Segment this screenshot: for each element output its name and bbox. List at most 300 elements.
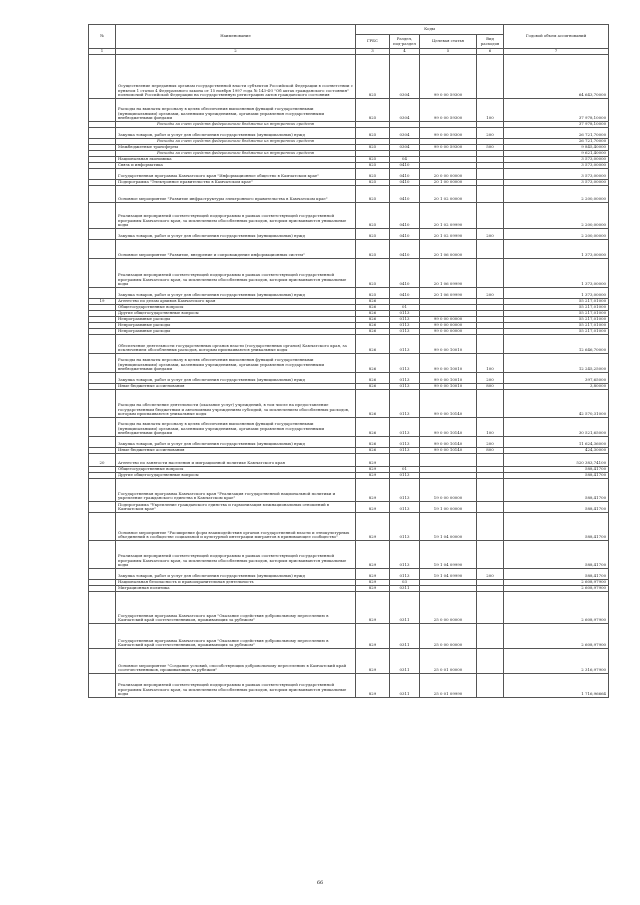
row-target-code: 19 1 04 09990 xyxy=(420,541,477,569)
row-name: Миграционная политика xyxy=(116,586,356,592)
row-grbs-code: 825 xyxy=(356,288,390,299)
row-name: Реализация мероприятий соответствующей подпрограммы в рамках соответствующей государственной программы Камчатского края, за исключением обособленных расходов, которым присваиваются уникальные коды xyxy=(116,259,356,288)
row-section-code: 0304 xyxy=(390,128,420,139)
row-target-code: 99 0 00 59300 xyxy=(420,99,477,122)
row-amount: 3 573,00000 xyxy=(504,169,609,180)
row-grbs-code: 826 xyxy=(356,299,390,305)
row-name: Межбюджетные трансферты xyxy=(116,145,356,151)
col-name-header: Наименование xyxy=(116,25,356,49)
row-amount: 12 245,25000 xyxy=(504,354,609,373)
row-expense-type xyxy=(477,502,504,513)
row-section-code: 0113 xyxy=(390,479,420,502)
row-amount: 588,41700 xyxy=(504,473,609,479)
row-section-code: 0410 xyxy=(390,288,420,299)
row-section-code: 0113 xyxy=(390,418,420,437)
row-name: Реализация мероприятий соответствующей подпрограммы в рамках соответствующей государственной программы Камчатского края, за исключением обособленных расходов, которым присваиваются уникальные коды xyxy=(116,674,356,698)
table-row xyxy=(89,240,609,259)
row-amount: 588,41700 xyxy=(504,479,609,502)
table-row xyxy=(89,288,609,299)
row-section-code: 0113 xyxy=(390,323,420,329)
row-amount: 1 716,96664 xyxy=(504,674,609,698)
row-amount: 588,41700 xyxy=(504,541,609,569)
row-amount: 9 845,40000 xyxy=(504,145,609,151)
row-expense-type: 500 xyxy=(477,145,504,151)
row-expense-type xyxy=(477,592,504,624)
table-row xyxy=(89,203,609,229)
col-amount-header: Годовой объем ассигнований xyxy=(504,25,609,49)
row-grbs-code: 825 xyxy=(356,128,390,139)
row-grbs-code: 826 xyxy=(356,384,390,390)
row-name: Закупка товаров, работ и услуг для обеспечения государственных (муниципальных) нужд xyxy=(116,288,356,299)
row-amount: 588,41700 xyxy=(504,467,609,473)
row-expense-type: 200 xyxy=(477,288,504,299)
row-target-code: 99 0 00 00000 xyxy=(420,329,477,335)
col-index: 4 xyxy=(390,49,420,55)
row-expense-type: 100 xyxy=(477,99,504,122)
row-amount: 424,30000 xyxy=(504,448,609,454)
table-row xyxy=(89,354,609,373)
row-number xyxy=(89,569,116,580)
row-section-code: 0410 xyxy=(390,259,420,288)
row-number xyxy=(89,169,116,180)
row-name: Государственная программа Камчатского края "Оказание содействия добровольному переселению в Камчатский край соотечественников, проживающих за рубежом" xyxy=(116,592,356,624)
row-expense-type: 800 xyxy=(477,448,504,454)
row-number xyxy=(89,674,116,698)
row-section-code: 0113 xyxy=(390,354,420,373)
row-expense-type xyxy=(477,624,504,649)
row-section-code: 0113 xyxy=(390,311,420,317)
row-section-code: 0113 xyxy=(390,541,420,569)
row-grbs-code: 825 xyxy=(356,163,390,169)
row-target-code: 20 0 00 00000 xyxy=(420,169,477,180)
row-name: Расходы на выплаты персоналу в целях обеспечения выполнения функций государственными (муниципальными) органами, казенными учреждениями, органами управления государственными внебюджетными фондами xyxy=(116,99,356,122)
row-section-code: 0311 xyxy=(390,586,420,592)
row-section-code: 0311 xyxy=(390,624,420,649)
row-name: Расходы на выплаты персоналу в целях обеспечения выполнения функций государственными (муниципальными) органами, казенными учреждениями, органами управления государственными внебюджетными фондами xyxy=(116,418,356,437)
row-name: Национальная экономика xyxy=(116,157,356,163)
table-row xyxy=(89,335,609,354)
row-amount: 3 573,00000 xyxy=(504,180,609,186)
table-body xyxy=(89,55,609,698)
row-name: Государственная программа Камчатского края "Информационное общество в Камчатском крае" xyxy=(116,169,356,180)
row-grbs-code: 826 xyxy=(356,448,390,454)
row-name: Реализация мероприятий соответствующей подпрограммы в рамках соответствующей государственной программы Камчатского края, за исключением обособленных расходов, которым присваиваются уникальные коды xyxy=(116,203,356,229)
row-target-code: 19 1 04 00000 xyxy=(420,513,477,541)
row-expense-type xyxy=(477,541,504,569)
budget-document xyxy=(88,24,608,698)
table-row xyxy=(89,502,609,513)
col-index: 2 xyxy=(116,49,356,55)
row-number xyxy=(89,437,116,448)
row-name: Расходы за счет средств федерального бюджета из внутренних средств xyxy=(116,151,356,157)
row-target-code: 20 1 00 00000 xyxy=(420,180,477,186)
col-vr-header: Вид расходов xyxy=(477,35,504,49)
table-row xyxy=(89,592,609,624)
row-expense-type xyxy=(477,479,504,502)
row-number xyxy=(89,240,116,259)
col-codes-header: Коды xyxy=(356,25,504,35)
row-target-code: 20 1 02 09990 xyxy=(420,203,477,229)
row-grbs-code: 825 xyxy=(356,259,390,288)
col-target-header: Целевая статья xyxy=(420,35,477,49)
row-grbs-code: 829 xyxy=(356,541,390,569)
row-number xyxy=(89,288,116,299)
row-target-code xyxy=(420,454,477,467)
row-number: 19 xyxy=(89,299,116,305)
row-expense-type: 200 xyxy=(477,229,504,240)
row-section-code: 01 xyxy=(390,467,420,473)
row-amount: 11 624,36000 xyxy=(504,437,609,448)
table-row xyxy=(89,390,609,418)
row-amount: 1 373,00000 xyxy=(504,288,609,299)
row-grbs-code: 825 xyxy=(356,55,390,99)
row-expense-type xyxy=(477,513,504,541)
row-grbs-code: 825 xyxy=(356,180,390,186)
row-target-code: 99 0 00 00000 xyxy=(420,323,477,329)
row-number xyxy=(89,373,116,384)
row-section-code: 0311 xyxy=(390,674,420,698)
row-amount: 55 217,01000 xyxy=(504,305,609,311)
row-name: Государственная программа Камчатского края "Оказание содействия добровольному переселению в Камчатский край соотечественников, проживающих за рубежом" xyxy=(116,624,356,649)
col-grbs-header: ГРБС xyxy=(356,35,390,49)
row-name: Закупка товаров, работ и услуг для обеспечения государственных (муниципальных) нужд xyxy=(116,437,356,448)
row-target-code: 99 0 00 00000 xyxy=(420,317,477,323)
row-name: Расходы на выплаты персоналу в целях обеспечения выполнения функций государственными (муниципальными) органами, казенными учреждениями, органами управления государственными внебюджетными фондами xyxy=(116,354,356,373)
row-expense-type: 800 xyxy=(477,384,504,390)
row-name: Расходы на обеспечение деятельности (оказание услуг) учреждений, в том числе на предоставление государственным бюджетным и автономным учреждениям субсидий, за исключением обособленных расходов, которым присваиваются уникальные коды xyxy=(116,390,356,418)
table-row xyxy=(89,373,609,384)
row-expense-type: 200 xyxy=(477,373,504,384)
row-expense-type xyxy=(477,259,504,288)
row-number xyxy=(89,624,116,649)
row-name: Основное мероприятие "Расширение форм взаимодействия органов государственной власти и этнокультурных объединений в сообществе социальной и культурной интеграции мигрантов в принимающее сообщество" xyxy=(116,513,356,541)
row-grbs-code: 829 xyxy=(356,513,390,541)
row-target-code: 20 1 06 09990 xyxy=(420,288,477,299)
row-grbs-code: 829 xyxy=(356,569,390,580)
row-amount: 2 608,97900 xyxy=(504,586,609,592)
row-amount: 55 217,01000 xyxy=(504,329,609,335)
col-index: 3 xyxy=(356,49,390,55)
table-row xyxy=(89,674,609,698)
row-amount: 26 721,70000 xyxy=(504,139,609,145)
row-grbs-code: 826 xyxy=(356,437,390,448)
table-row xyxy=(89,99,609,122)
row-target-code: 25 0 00 00000 xyxy=(420,624,477,649)
row-target-code: 19 1 00 00000 xyxy=(420,502,477,513)
row-grbs-code: 826 xyxy=(356,317,390,323)
row-expense-type xyxy=(477,335,504,354)
row-amount: 64 643,70000 xyxy=(504,55,609,99)
row-amount: 397,65000 xyxy=(504,373,609,384)
row-amount: 2 200,00000 xyxy=(504,229,609,240)
row-section-code: 0113 xyxy=(390,513,420,541)
row-target-code: 99 0 00 10010 xyxy=(420,354,477,373)
row-amount: 30 521,65000 xyxy=(504,418,609,437)
row-grbs-code: 826 xyxy=(356,335,390,354)
row-amount: 12 646,70000 xyxy=(504,335,609,354)
row-grbs-code: 829 xyxy=(356,502,390,513)
row-name: Обеспечение деятельности государственных органов власти (государственных органов) Камчатского края, за исключением обособленных расходов, которым присваиваются уникальные коды xyxy=(116,335,356,354)
row-target-code: 20 1 06 09990 xyxy=(420,259,477,288)
row-number xyxy=(89,128,116,139)
row-grbs-code: 829 xyxy=(356,624,390,649)
row-amount: 26 721,70000 xyxy=(504,128,609,139)
row-expense-type xyxy=(477,454,504,467)
row-amount: 3 573,00000 xyxy=(504,163,609,169)
row-name: Подпрограмма "Электронное правительство в Камчатском крае" xyxy=(116,180,356,186)
row-name: Непрограммные расходы xyxy=(116,317,356,323)
row-number xyxy=(89,592,116,624)
row-target-code: 99 0 00 59300 xyxy=(420,145,477,151)
row-section-code: 0410 xyxy=(390,163,420,169)
row-grbs-code: 829 xyxy=(356,649,390,674)
row-amount: 3 573,00000 xyxy=(504,157,609,163)
table-row xyxy=(89,259,609,288)
row-section-code: 0113 xyxy=(390,502,420,513)
row-name: Основное мероприятие "Развитие, внедрение и сопровождение информационных систем" xyxy=(116,240,356,259)
row-grbs-code: 825 xyxy=(356,169,390,180)
col-index: 1 xyxy=(89,49,116,55)
row-number xyxy=(89,259,116,288)
row-target-code: 25 0 01 00000 xyxy=(420,649,477,674)
row-section-code: 0113 xyxy=(390,390,420,418)
table-row xyxy=(89,454,609,467)
row-amount: 588,41700 xyxy=(504,569,609,580)
row-expense-type: 200 xyxy=(477,437,504,448)
row-number xyxy=(89,418,116,437)
row-target-code: 19 0 00 00000 xyxy=(420,479,477,502)
row-target-code: 99 0 00 10010 xyxy=(420,384,477,390)
row-name: Национальная безопасность и правоохранительная деятельность xyxy=(116,580,356,586)
row-section-code: 04 xyxy=(390,157,420,163)
table-row xyxy=(89,624,609,649)
row-name: Другие общегосударственные вопросы xyxy=(116,311,356,317)
row-grbs-code: 829 xyxy=(356,454,390,467)
row-name: Иные бюджетные ассигнования xyxy=(116,384,356,390)
row-name: Осуществление переданных органам государственной власти субъектов Российской Федерации в соответствии с пунктом 1 статьи 4 Федерального закона от 15 ноября 1997 года № 143-ФЗ "Об актах гражданского состояния" полномочий Российской Федерации на государственную регистрацию актов гражданского состояния xyxy=(116,55,356,99)
row-number xyxy=(89,354,116,373)
row-amount: 2 608,97900 xyxy=(504,624,609,649)
row-grbs-code: 829 xyxy=(356,479,390,502)
table-row xyxy=(89,169,609,180)
col-index: 5 xyxy=(420,49,477,55)
row-target-code: 99 0 00 10140 xyxy=(420,437,477,448)
row-name: Другие общегосударственные вопросы xyxy=(116,473,356,479)
row-section-code: 0410 xyxy=(390,240,420,259)
row-target-code: 25 0 01 09990 xyxy=(420,674,477,698)
row-name: Закупка товаров, работ и услуг для обеспечения государственных (муниципальных) нужд xyxy=(116,373,356,384)
row-number xyxy=(89,649,116,674)
row-target-code: 99 0 00 10140 xyxy=(420,418,477,437)
row-section-code: 0113 xyxy=(390,335,420,354)
row-grbs-code: 825 xyxy=(356,186,390,203)
row-name: Подпрограмма "Укрепление гражданского единства и гармонизация межнациональных отношений в Камчатском крае" xyxy=(116,502,356,513)
row-amount: 520 383,74100 xyxy=(504,454,609,467)
row-number xyxy=(89,479,116,502)
row-target-code: 99 0 00 10010 xyxy=(420,373,477,384)
row-target-code: 20 1 02 09990 xyxy=(420,229,477,240)
table-row xyxy=(89,55,609,99)
row-target-code: 99 0 00 10010 xyxy=(420,335,477,354)
row-expense-type: 100 xyxy=(477,354,504,373)
row-expense-type xyxy=(477,240,504,259)
row-grbs-code: 826 xyxy=(356,390,390,418)
row-section-code: 03 xyxy=(390,580,420,586)
row-name: Связь и информатика xyxy=(116,163,356,169)
row-name: Агентство по занятости населения и миграционной политике Камчатского края xyxy=(116,454,356,467)
row-target-code: 99 0 00 59300 xyxy=(420,128,477,139)
row-name: Реализация мероприятий соответствующей подпрограммы в рамках соответствующей государственной программы Камчатского края, за исключением обособленных расходов, которым присваиваются уникальные коды xyxy=(116,541,356,569)
row-grbs-code: 829 xyxy=(356,580,390,586)
row-section-code: 01 xyxy=(390,305,420,311)
row-section-code: 0410 xyxy=(390,180,420,186)
row-section-code: 0113 xyxy=(390,329,420,335)
row-section-code: 0410 xyxy=(390,203,420,229)
table-row xyxy=(89,649,609,674)
row-name: Основное мероприятие "Развитие инфраструктуры электронного правительства в Камчатском крае" xyxy=(116,186,356,203)
row-number xyxy=(89,335,116,354)
row-expense-type: 200 xyxy=(477,569,504,580)
row-section-code: 0304 xyxy=(390,145,420,151)
row-amount: 3,80000 xyxy=(504,384,609,390)
row-grbs-code: 826 xyxy=(356,418,390,437)
row-expense-type: 200 xyxy=(477,128,504,139)
row-expense-type xyxy=(477,390,504,418)
row-number xyxy=(89,502,116,513)
row-grbs-code: 829 xyxy=(356,674,390,698)
row-grbs-code: 825 xyxy=(356,145,390,151)
row-section-code: 0113 xyxy=(390,384,420,390)
row-section-code: 0311 xyxy=(390,592,420,624)
row-section-code: 0113 xyxy=(390,317,420,323)
row-name: Основное мероприятие "Создание условий, способствующих добровольному переселению в Камчатский край соотечественников, проживающих за рубежом" xyxy=(116,649,356,674)
row-grbs-code: 826 xyxy=(356,311,390,317)
row-grbs-code: 825 xyxy=(356,229,390,240)
row-section-code xyxy=(390,454,420,467)
row-section-code: 0113 xyxy=(390,373,420,384)
col-index: 6 xyxy=(477,49,504,55)
table-row xyxy=(89,128,609,139)
row-section-code: 0113 xyxy=(390,448,420,454)
row-amount: 2 316,97900 xyxy=(504,649,609,674)
row-section-code: 0113 xyxy=(390,473,420,479)
row-number xyxy=(89,203,116,229)
row-amount: 2 200,00000 xyxy=(504,203,609,229)
row-name: Расходы за счет средств федерального бюджета из внутренних средств xyxy=(116,122,356,128)
table-row xyxy=(89,513,609,541)
row-number xyxy=(89,513,116,541)
row-target-code: 99 0 00 10140 xyxy=(420,448,477,454)
row-name: Закупка товаров, работ и услуг для обеспечения государственных (муниципальных) нужд xyxy=(116,569,356,580)
row-grbs-code: 829 xyxy=(356,586,390,592)
row-number: 20 xyxy=(89,454,116,467)
row-amount: 9 621,40000 xyxy=(504,151,609,157)
row-target-code: 20 1 06 00000 xyxy=(420,240,477,259)
row-grbs-code: 826 xyxy=(356,329,390,335)
row-grbs-code: 825 xyxy=(356,240,390,259)
row-name: Общегосударственные вопросы xyxy=(116,467,356,473)
row-expense-type xyxy=(477,186,504,203)
row-amount: 55 217,01000 xyxy=(504,299,609,305)
row-name: Государственная программа Камчатского края "Реализация государственной национальной политики и укрепление гражданского единства в Камчатском крае" xyxy=(116,479,356,502)
row-section-code: 0304 xyxy=(390,55,420,99)
row-target-code: 99 0 00 59300 xyxy=(420,55,477,99)
row-expense-type xyxy=(477,674,504,698)
row-amount: 588,41700 xyxy=(504,513,609,541)
budget-table xyxy=(88,24,609,698)
row-section-code: 0113 xyxy=(390,437,420,448)
row-section-code: 0410 xyxy=(390,186,420,203)
row-grbs-code: 826 xyxy=(356,373,390,384)
row-amount: 1 373,00000 xyxy=(504,259,609,288)
table-row xyxy=(89,186,609,203)
row-amount: 37 978,10000 xyxy=(504,99,609,122)
row-amount: 55 217,01000 xyxy=(504,317,609,323)
row-grbs-code: 825 xyxy=(356,203,390,229)
row-section-code: 0311 xyxy=(390,649,420,674)
row-expense-type xyxy=(477,55,504,99)
row-section-code: 0113 xyxy=(390,569,420,580)
row-amount: 55 217,01000 xyxy=(504,311,609,317)
row-section-code: 0304 xyxy=(390,99,420,122)
row-number xyxy=(89,541,116,569)
row-name: Закупка товаров, работ и услуг для обеспечения государственных (муниципальных) нужд xyxy=(116,128,356,139)
row-amount: 37 978,10000 xyxy=(504,122,609,128)
col-section-header: Раздел, под-раздел xyxy=(390,35,420,49)
row-name: Расходы за счет средств федерального бюджета из внутренних средств xyxy=(116,139,356,145)
row-name: Агентство по делам архивов Камчатского края xyxy=(116,299,356,305)
row-target-code: 25 0 00 00000 xyxy=(420,592,477,624)
table-row xyxy=(89,569,609,580)
row-name: Общегосударственные вопросы xyxy=(116,305,356,311)
row-number xyxy=(89,55,116,99)
row-grbs-code: 825 xyxy=(356,157,390,163)
row-amount: 1 373,00000 xyxy=(504,240,609,259)
row-grbs-code: 825 xyxy=(356,99,390,122)
row-target-code: 19 1 04 09990 xyxy=(420,569,477,580)
row-name: Закупка товаров, работ и услуг для обеспечения государственных (муниципальных) нужд xyxy=(116,229,356,240)
row-name: Иные бюджетные ассигнования xyxy=(116,448,356,454)
table-row xyxy=(89,437,609,448)
table-row xyxy=(89,418,609,437)
row-expense-type xyxy=(477,203,504,229)
col-index: 7 xyxy=(504,49,609,55)
row-grbs-code: 829 xyxy=(356,592,390,624)
row-number xyxy=(89,99,116,122)
row-target-code: 99 0 00 10140 xyxy=(420,390,477,418)
page-number: 66 xyxy=(316,880,324,886)
row-name: Непрограммные расходы xyxy=(116,323,356,329)
table-row xyxy=(89,479,609,502)
row-grbs-code: 829 xyxy=(356,473,390,479)
row-number xyxy=(89,390,116,418)
row-amount: 55 217,01000 xyxy=(504,323,609,329)
row-number xyxy=(89,229,116,240)
table-row xyxy=(89,229,609,240)
row-amount: 2 200,00000 xyxy=(504,186,609,203)
row-grbs-code: 826 xyxy=(356,323,390,329)
row-section-code: 0410 xyxy=(390,169,420,180)
row-expense-type: 100 xyxy=(477,418,504,437)
col-num-header: № xyxy=(89,25,116,49)
row-grbs-code: 826 xyxy=(356,305,390,311)
table-row xyxy=(89,541,609,569)
row-amount: 588,41700 xyxy=(504,502,609,513)
row-number xyxy=(89,186,116,203)
row-grbs-code: 829 xyxy=(356,467,390,473)
row-amount: 2 608,97900 xyxy=(504,580,609,586)
row-section-code: 0410 xyxy=(390,229,420,240)
